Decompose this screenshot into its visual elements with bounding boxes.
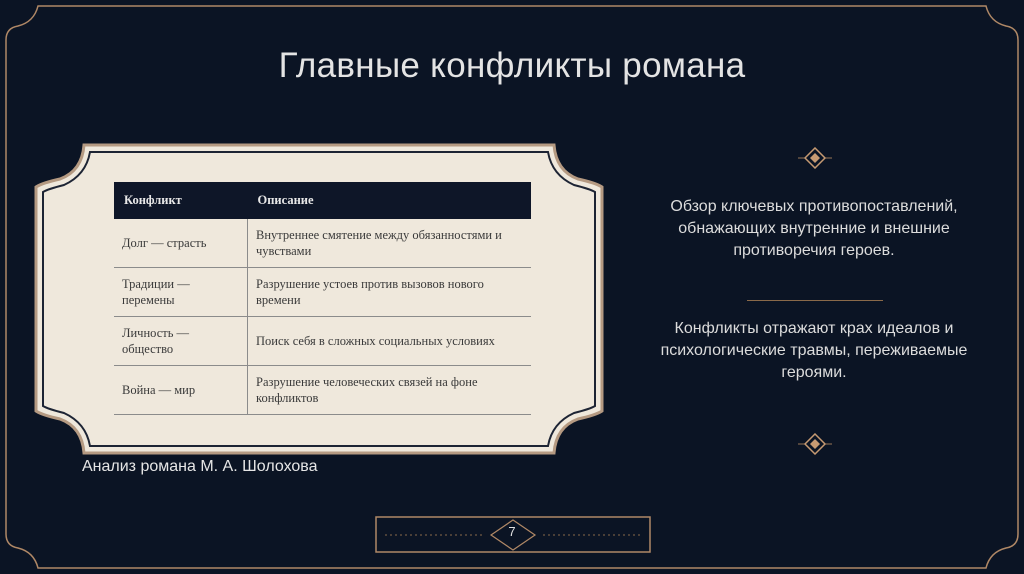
table-row <box>114 268 531 317</box>
description-cell: Разрушение устоев против вызовов нового времени <box>248 268 532 317</box>
conflict-cell: Личность — общество <box>114 317 248 366</box>
description-cell: Внутреннее смятение между обязанностями и чувствами <box>248 219 532 268</box>
slide-title: Главные конфликты романа <box>278 46 746 85</box>
description-cell: Разрушение человеческих связей на фоне конфликтов <box>248 366 532 415</box>
conflict-cell: Долг — страсть <box>114 219 248 268</box>
slide-caption: Анализ романа М. А. Шолохова <box>82 458 318 475</box>
table-row <box>114 366 531 415</box>
description-cell: Поиск себя в сложных социальных условиях <box>248 317 532 366</box>
diamond-ornament-icon <box>798 433 832 455</box>
header-conflict: Конфликт <box>114 182 248 219</box>
header-description: Описание <box>248 182 532 219</box>
conflict-cell: Война — мир <box>114 366 248 415</box>
table-row <box>114 219 531 268</box>
page-number: 7 <box>508 524 516 539</box>
side-divider <box>747 300 883 301</box>
side-paragraph-1: Обзор ключевых противопоставлений, обнажающих внутренние и внешние противоречия героев. <box>670 198 958 259</box>
table-header-row <box>114 182 531 219</box>
conflicts-table <box>114 182 531 415</box>
conflict-cell: Традиции — перемены <box>114 268 248 317</box>
side-paragraph-2: Конфликты отражают крах идеалов и психологические травмы, переживаемые героями. <box>660 320 968 381</box>
diamond-ornament-icon <box>798 147 832 169</box>
table-row <box>114 317 531 366</box>
